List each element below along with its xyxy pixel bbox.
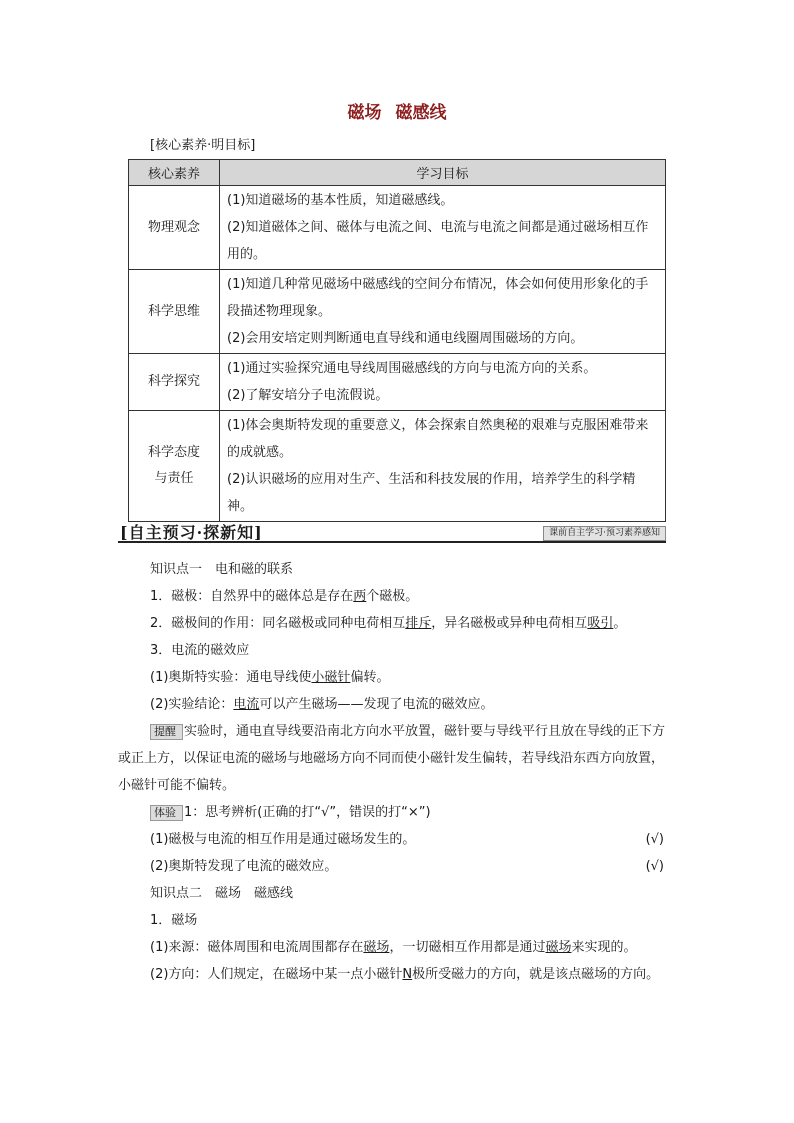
- goal-item: (1)知道磁场的基本性质，知道磁感线。: [227, 193, 454, 208]
- list-item: 2．磁极间的作用：同名磁极或同种电荷相互排斥，异名磁极或异种电荷相互吸引。: [150, 616, 627, 631]
- answer-blank: 磁场: [545, 940, 572, 955]
- list-item: 1．磁极：自然界中的磁体总是存在两个磁极。: [150, 589, 419, 604]
- core-literacy-label: [核心素养·明目标]: [150, 138, 256, 153]
- goal-cell: [220, 411, 666, 522]
- list-item: 3．电流的磁效应: [150, 643, 250, 658]
- answer-blank: 电流: [233, 697, 260, 712]
- practice-badge: 体验: [150, 805, 183, 821]
- table-header-row: [129, 160, 666, 186]
- table-header: 核心素养: [129, 160, 220, 186]
- knowledge-heading: 知识点二 磁场 磁感线: [150, 886, 294, 901]
- list-item: 1．磁场: [150, 913, 198, 928]
- goal-cell: [220, 270, 666, 354]
- goal-item: (2)会用安培定则判断通电直导线和通电线圈周围磁场的方向。: [227, 331, 584, 346]
- section-title: [自主预习·探新知]: [120, 523, 263, 542]
- answer-blank: 排斥: [405, 616, 432, 631]
- answer-mark: (√): [645, 832, 664, 847]
- tip-badge: 提醒: [150, 724, 183, 740]
- goal-item: (2)了解安培分子电流假说。: [227, 388, 389, 403]
- goal-cell: [220, 354, 666, 411]
- table-row: [129, 186, 666, 270]
- knowledge-heading: 知识点一 电和磁的联系: [150, 562, 294, 577]
- content: [118, 556, 666, 988]
- goal-item: (1)知道几种常见磁场中磁感线的空间分布情况，体会如何使用形象化的手段描述物理现象。: [227, 277, 649, 319]
- list-item: (2)实验结论：电流可以产生磁场——发现了电流的磁效应。: [150, 697, 494, 712]
- category-cell: 物理观念: [129, 186, 220, 270]
- page-title: 磁场 磁感线: [347, 103, 447, 123]
- answer-mark: (√): [645, 859, 664, 874]
- goals-table: [128, 159, 666, 522]
- goal-item: (1)通过实验探究通电导线周围磁感线的方向与电流方向的关系。: [227, 361, 597, 376]
- answer-blank: 小磁针: [311, 670, 351, 685]
- question-item: (1)磁极与电流的相互作用是通过磁场发生的。 (√): [118, 826, 666, 853]
- category-cell: 科学态度与责任: [129, 411, 220, 522]
- list-item: (1)奥斯特实验：通电导线使小磁针偏转。: [150, 670, 390, 685]
- goal-item: (2)知道磁体之间、磁体与电流之间、电流与电流之间都是通过磁场相互作用的。: [227, 220, 649, 262]
- section-header: [118, 520, 666, 544]
- table-row: [129, 411, 666, 522]
- goal-item: (1)体会奥斯特发现的重要意义，体会探索自然奥秘的艰难与克服困难带来的成就感。: [227, 418, 649, 460]
- list-item: (2)方向：人们规定，在磁场中某一点小磁针N极所受磁力的方向，就是该点磁场的方向。: [150, 967, 660, 982]
- practice-prompt: 体验 1：思考辨析(正确的打“√”，错误的打“×”): [118, 799, 666, 826]
- answer-blank: N: [402, 967, 413, 982]
- table-row: [129, 270, 666, 354]
- goal-item: (2)认识磁场的应用对生产、生活和科技发展的作用，培养学生的科学精神。: [227, 472, 636, 514]
- tip-paragraph: 提醒 实验时，通电直导线要沿南北方向水平放置，磁针要与导线平行且放在导线的正下方或正上方，以保证电流的磁场与地磁场方向不同而使小磁针发生偏转，若导线沿东西方向放置，小磁针可能不偏转。: [118, 724, 666, 793]
- answer-blank: 吸引: [587, 616, 614, 631]
- answer-blank: 磁场: [363, 940, 390, 955]
- answer-blank: 两: [353, 589, 367, 604]
- goal-cell: [220, 186, 666, 270]
- table-header: 学习目标: [220, 160, 666, 186]
- question-item: (2)奥斯特发现了电流的磁效应。 (√): [118, 853, 666, 880]
- table-row: [129, 354, 666, 411]
- category-cell: 科学思维: [129, 270, 220, 354]
- section-tag: 课前自主学习·预习素养感知: [543, 526, 666, 541]
- list-item: (1)来源：磁体周围和电流周围都存在磁场，一切磁相互作用都是通过磁场来实现的。: [150, 940, 637, 955]
- category-cell: 科学探究: [129, 354, 220, 411]
